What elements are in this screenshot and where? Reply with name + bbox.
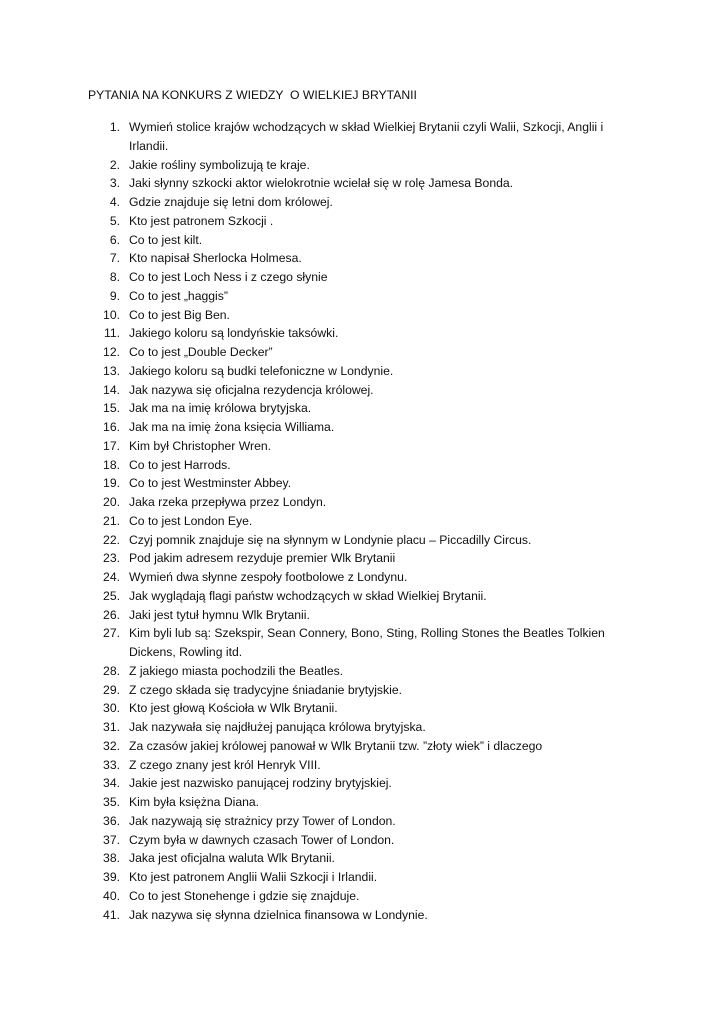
question-number: 8. bbox=[109, 270, 120, 284]
question-number: 7. bbox=[109, 251, 120, 266]
question-number: 23. bbox=[103, 551, 120, 566]
question-item bbox=[0, 343, 725, 362]
question-text: Co to jest Stonehenge i gdzie się znajduje. bbox=[129, 888, 360, 903]
question-number: 37. bbox=[103, 832, 120, 847]
question-item bbox=[0, 418, 725, 437]
question-item bbox=[0, 118, 725, 156]
question-text: Jak wyglądają flagi państw wchodzących w skład Wielkiej Brytanii. bbox=[129, 588, 487, 603]
question-number: 30. bbox=[103, 701, 120, 716]
question-item bbox=[0, 324, 725, 343]
question-number: 40. bbox=[103, 888, 120, 903]
question-text: Co to jest Westminster Abbey. bbox=[129, 476, 292, 491]
question-item bbox=[0, 249, 725, 268]
question-item bbox=[0, 868, 725, 887]
question-text: Za czasów jakiej królowej panował w Wlk Brytanii tzw. ”złoty wiek” i dlaczego bbox=[129, 738, 543, 753]
question-number: 6. bbox=[109, 232, 120, 247]
question-text: Co to jest Loch Ness i z czego słynie bbox=[129, 270, 328, 284]
question-number: 31. bbox=[103, 720, 120, 734]
question-text: Czym była w dawnych czasach Tower of London. bbox=[129, 832, 395, 847]
question-item bbox=[0, 812, 725, 831]
question-number: 39. bbox=[103, 870, 120, 884]
question-item bbox=[0, 193, 725, 212]
question-item bbox=[0, 662, 725, 681]
question-item bbox=[0, 437, 725, 456]
question-item bbox=[0, 474, 725, 493]
question-item bbox=[0, 381, 725, 400]
question-text: Wymień dwa słynne zespoły footbolowe z Londynu. bbox=[129, 570, 408, 584]
question-text: Jak nazywa się słynna dzielnica finansowa w Londynie. bbox=[129, 907, 428, 922]
question-item bbox=[0, 231, 725, 250]
question-text: Jakie rośliny symbolizują te kraje. bbox=[129, 157, 310, 172]
question-number: 24. bbox=[103, 570, 120, 584]
question-number: 19. bbox=[103, 476, 120, 491]
question-number: 15. bbox=[103, 401, 120, 416]
question-text: Jaki słynny szkocki aktor wielokrotnie wcielał się w rolę Jamesa Bonda. bbox=[129, 176, 514, 191]
question-number: 20. bbox=[103, 495, 120, 509]
question-text: Gdzie znajduje się letni dom królowej. bbox=[129, 195, 333, 209]
question-number: 17. bbox=[103, 438, 120, 453]
question-item bbox=[0, 287, 725, 306]
question-item bbox=[0, 774, 725, 793]
question-item bbox=[0, 737, 725, 756]
question-text: Kto jest patronem Anglii Walii Szkocji i Irlandii. bbox=[129, 870, 378, 884]
question-item bbox=[0, 606, 725, 625]
question-number: 34. bbox=[103, 776, 120, 791]
question-text: Co to jest Big Ben. bbox=[129, 307, 230, 322]
question-item bbox=[0, 512, 725, 531]
question-number: 36. bbox=[103, 813, 120, 828]
question-number: 1. bbox=[109, 120, 120, 134]
question-text: Z czego składa się tradycyjne śniadanie brytyjskie. bbox=[129, 682, 402, 697]
question-number: 9. bbox=[109, 288, 120, 303]
question-item bbox=[0, 906, 725, 925]
question-number: 16. bbox=[103, 420, 120, 434]
question-item bbox=[0, 756, 725, 775]
question-text: Kim był Christopher Wren. bbox=[129, 438, 272, 453]
question-text: Jakiego koloru są budki telefoniczne w Londynie. bbox=[129, 363, 394, 378]
question-item bbox=[0, 793, 725, 812]
question-item bbox=[0, 549, 725, 568]
question-text: Jakiego koloru są londyńskie taksówki. bbox=[129, 326, 339, 341]
question-item bbox=[0, 699, 725, 718]
question-number: 10. bbox=[103, 307, 120, 322]
question-item bbox=[0, 624, 725, 662]
question-number: 33. bbox=[103, 757, 120, 772]
question-number: 29. bbox=[103, 682, 120, 697]
question-number: 14. bbox=[103, 382, 120, 397]
question-number: 41. bbox=[103, 907, 120, 922]
question-text: Wymień stolice krajów wchodzących w skład Wielkiej Brytanii czyli Walii, Szkocji, Anglii i Irlandii. bbox=[129, 120, 604, 153]
question-list bbox=[0, 118, 725, 924]
question-item bbox=[0, 268, 725, 287]
question-item bbox=[0, 399, 725, 418]
question-number: 4. bbox=[109, 195, 120, 209]
question-item bbox=[0, 362, 725, 381]
question-number: 5. bbox=[109, 213, 120, 228]
question-item bbox=[0, 849, 725, 868]
question-number: 32. bbox=[103, 738, 120, 753]
question-text: Co to jest „Double Decker” bbox=[129, 345, 273, 359]
question-text: Kto jest patronem Szkocji . bbox=[129, 213, 274, 228]
question-number: 2. bbox=[109, 157, 120, 172]
question-number: 13. bbox=[103, 363, 120, 378]
question-number: 18. bbox=[103, 457, 120, 472]
question-item bbox=[0, 831, 725, 850]
question-item bbox=[0, 174, 725, 193]
question-item bbox=[0, 587, 725, 606]
question-number: 12. bbox=[103, 345, 120, 359]
question-item bbox=[0, 681, 725, 700]
question-text: Jaka jest oficjalna waluta Wlk Brytanii. bbox=[129, 851, 335, 866]
question-text: Jaki jest tytuł hymnu Wlk Brytanii. bbox=[129, 607, 310, 622]
question-text: Jak ma na imię królowa brytyjska. bbox=[129, 401, 312, 416]
question-text: Jak nazywa się oficjalna rezydencja królowej. bbox=[129, 382, 374, 397]
question-item bbox=[0, 493, 725, 512]
question-number: 3. bbox=[109, 176, 120, 191]
question-text: Pod jakim adresem rezyduje premier Wlk Brytanii bbox=[129, 551, 396, 566]
question-text: Jak nazywają się strażnicy przy Tower of London. bbox=[129, 813, 396, 828]
question-number: 28. bbox=[103, 663, 120, 678]
question-number: 22. bbox=[103, 532, 120, 547]
question-item bbox=[0, 887, 725, 906]
question-text: Jak ma na imię żona księcia Williama. bbox=[129, 420, 335, 434]
question-text: Z czego znany jest król Henryk VIII. bbox=[129, 757, 321, 772]
question-item bbox=[0, 212, 725, 231]
question-item bbox=[0, 568, 725, 587]
question-number: 38. bbox=[103, 851, 120, 866]
question-text: Kto jest głową Kościoła w Wlk Brytanii. bbox=[129, 701, 338, 716]
question-item bbox=[0, 531, 725, 550]
question-item bbox=[0, 306, 725, 325]
question-item bbox=[0, 718, 725, 737]
question-text: Co to jest „haggis” bbox=[129, 288, 228, 303]
question-text: Kim była księżna Diana. bbox=[129, 795, 260, 809]
question-text: Czyj pomnik znajduje się na słynnym w Londynie placu – Piccadilly Circus. bbox=[129, 532, 532, 547]
question-text: Kto napisał Sherlocka Holmesa. bbox=[129, 251, 302, 266]
question-number: 21. bbox=[103, 513, 120, 528]
question-text: Co to jest kilt. bbox=[129, 232, 203, 247]
question-text: Jaka rzeka przepływa przez Londyn. bbox=[129, 495, 327, 509]
question-text: Jakie jest nazwisko panującej rodziny brytyjskiej. bbox=[129, 776, 392, 791]
document-title: PYTANIA NA KONKURS Z WIEDZY O WIELKIEJ BRYTANII bbox=[88, 88, 417, 102]
question-text: Co to jest Harrods. bbox=[129, 457, 231, 472]
question-number: 26. bbox=[103, 607, 120, 622]
question-number: 35. bbox=[103, 795, 120, 809]
question-text: Jak nazywała się najdłużej panująca królowa brytyjska. bbox=[129, 720, 426, 734]
question-text: Co to jest London Eye. bbox=[129, 513, 253, 528]
question-number: 25. bbox=[103, 588, 120, 603]
question-text: Z jakiego miasta pochodzili the Beatles. bbox=[129, 663, 344, 678]
question-item bbox=[0, 456, 725, 475]
question-text: Kim byli lub są: Szekspir, Sean Connery, Bono, Sting, Rolling Stones the Beatles Tolkien Dickens, Rowling itd. bbox=[129, 626, 605, 659]
question-number: 11. bbox=[103, 326, 120, 341]
question-number: 27. bbox=[103, 626, 120, 641]
question-item bbox=[0, 156, 725, 175]
